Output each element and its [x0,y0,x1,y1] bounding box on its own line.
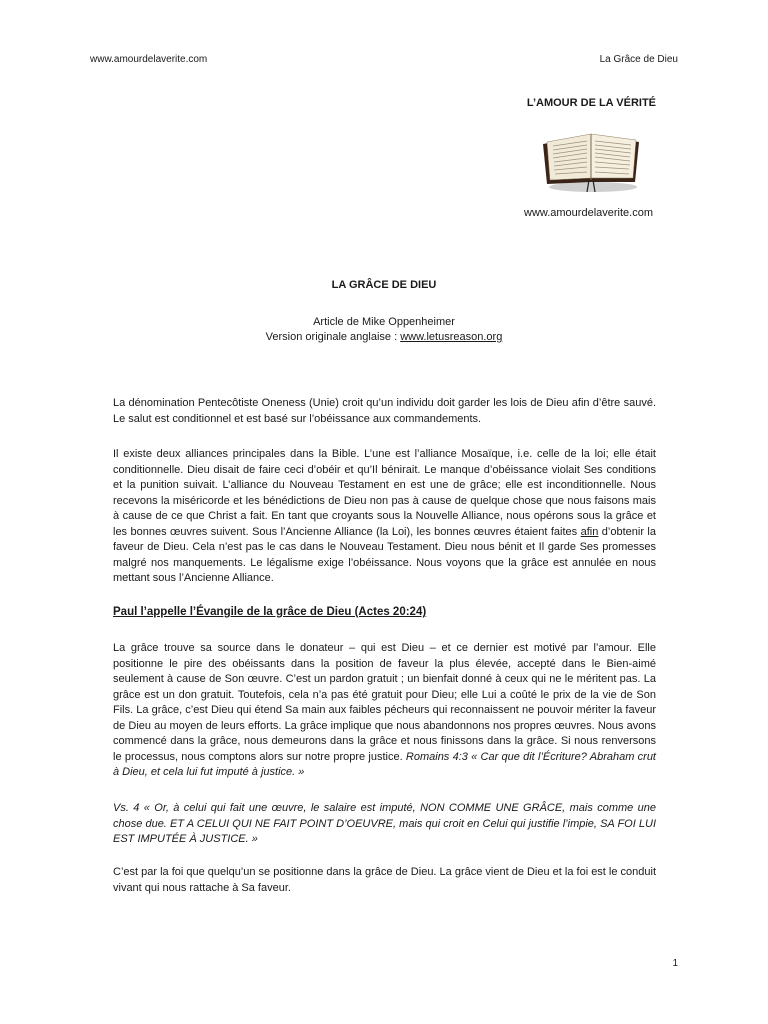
version-line [0,330,768,345]
paragraph-alliances-part2: d’obtenir la faveur de Dieu. Cela n’est pas le cas dans le Nouveau Testament. Dieu nous bénit et Il garde Ses promesses malgré nos manquements. Le légalisme exige l’obéissance. Nous voyons que la grâce est annulée en nous mettant sous l’Ancienne Alliance. [113,525,656,584]
paragraph-grace-text: La grâce trouve sa source dans le donateur – qui est Dieu – et ce dernier est motivé par l’amour. Elle positionne le pire des obéissants dans la position de faveur la plus élevée, accepté dans le Bien-aimé seulement à cause de Son œuvre. C’est un pardon gratuit ; un bienfait donné à ceux qui ne le méritent pas. La grâce est un don gratuit. Toutefois, cela n’a pas été gratuit pour Dieu; elle Lui a coûté le prix de la vie de Son Fils. La grâce, c’est Dieu qui étend Sa main aux faibles pécheurs qui reconnaissent ne pouvoir mériter la faveur de Dieu au moyen de leurs efforts. La grâce implique que nous abandonnons nos propres œuvres. Nous avons commencé dans la grâce, nous demeurons dans la grâce et nous finissons dans la grâce. Si nous renversons le processus, nous comptons alors sur notre propre justice. [113,642,656,763]
brand-title: L’AMOUR DE LA VÉRITÉ [526,97,656,109]
page-number: 1 [672,958,678,969]
header-site-url: www.amourdelaverite.com [90,54,208,65]
open-bible-image [537,124,645,194]
paragraph-verse-4: Vs. 4 « Or, à celui qui fait une œuvre, le salaire est imputé, NON COMME UNE GRÂCE, mais comme une chose due. ET A CELUI QUI NE FAIT POINT D’OEUVRE, mais qui croit en Celui qui justifie l’impie, SA FOI LUI EST IMPUTÉE À JUSTICE. » [113,802,656,845]
article-title: LA GRÂCE DE DIEU [331,279,437,291]
section-heading: Paul l’appelle l’Évangile de la grâce de Dieu (Actes 20:24) [113,606,427,618]
header-doc-title: La Grâce de Dieu [599,54,678,65]
paragraph-faith: C’est par la foi que quelqu’un se positionne dans la grâce de Dieu. La grâce vient de Dieu et la foi est le conduit vivant qui nous rattache à Sa faveur. [113,866,657,894]
brand-url: www.amourdelaverite.com [524,207,653,219]
paragraph-intro: La dénomination Pentecôtiste Oneness (Unie) croit qu’un individu doit garder les lois de Dieu afin d’être sauvé. Le salut est conditionnel et est basé sur l’obéissance aux commandements. [113,397,656,425]
scripture-reference: Romains 4:3 « Car que dit l’Écriture? Abraham crut à Dieu, et cela lui fut imputé à justice. » [113,750,656,778]
underlined-word: afin [580,525,599,538]
article-byline [0,315,768,345]
version-link[interactable]: www.letusreason.org [400,331,503,343]
paragraph-alliances-part1: Il existe deux alliances principales dans la Bible. L’une est l’alliance Mosaïque, i.e. celle de la loi; elle était conditionnelle. Dieu disait de faire ceci d’obéir et qu’Il bénirait. Le manque d’obéissance violait Ses conditions et la punition suivait. L’alliance du Nouveau Testament en est une de grâce; elle est inconditionnelle. Nous recevons la miséricorde et les bénédictions de Dieu non pas à cause de quelque chose que nous faisons mais à cause de ce que Christ a fait. En tant que croyants sous la Nouvelle Alliance, nous opérons sous la grâce et les bonnes œuvres suivent. Sous l’Ancienne Alliance (la Loi), les bonnes œuvres étaient faites [113,448,656,538]
version-prefix: Version originale anglaise : [265,331,401,343]
paragraph-alliances [113,447,656,587]
author-line: Article de Mike Oppenheimer [313,316,455,328]
paragraph-grace-source [113,641,656,781]
